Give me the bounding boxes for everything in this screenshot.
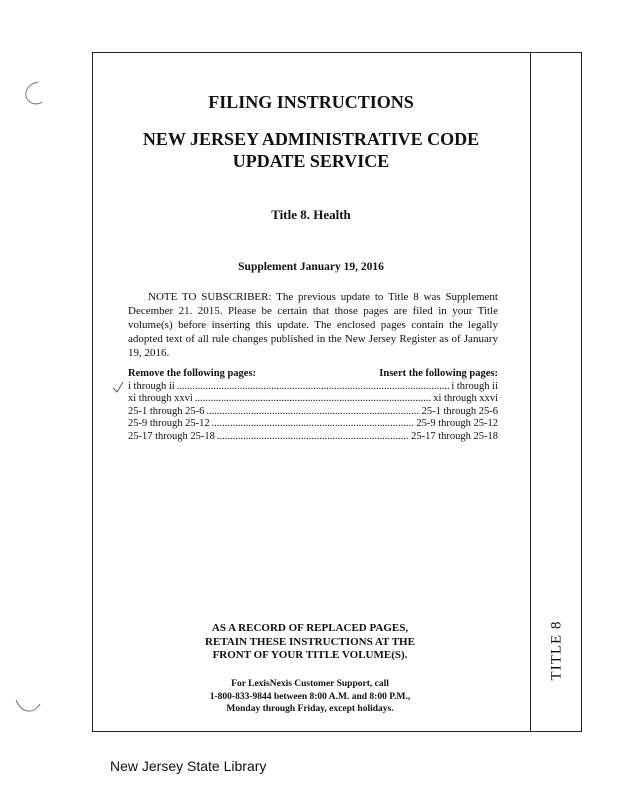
record-notice-line2: RETAIN THESE INSTRUCTIONS AT THE [205, 635, 415, 648]
leader-dots [217, 431, 409, 444]
leader-dots [212, 418, 415, 431]
record-notice-line1: AS A RECORD OF REPLACED PAGES, [211, 622, 409, 634]
leader-dots [206, 406, 419, 419]
support-line1: For LexisNexis Customer Support, call [231, 679, 389, 689]
table-row [128, 393, 498, 406]
note-to-subscriber: NOTE TO SUBSCRIBER: The previous update to Title 8 was Supplement December 21. 2015. Please be certain that those pages are filed in your Title volume(s) before inserting this update. The enclosed pages contain the legally adopted text of all rule changes published in the New Jersey Register as of January 19, 2016. [128, 291, 498, 359]
update-service-heading-line2: UPDATE SERVICE [232, 151, 390, 171]
leader-dots [177, 381, 450, 394]
filing-instructions-heading: FILING INSTRUCTIONS [208, 92, 414, 112]
supplement-date: Supplement January 19, 2016 [238, 261, 384, 273]
punch-hole-mark [16, 78, 46, 108]
punch-hole-mark [12, 690, 44, 722]
insert-pages: 25-17 through 25-18 [411, 430, 498, 442]
remove-pages: 25-17 through 25-18 [128, 430, 215, 442]
record-notice-line3: FRONT OF YOUR TITLE VOLUME(S). [212, 649, 408, 661]
table-row [128, 381, 498, 394]
insert-header: Insert the following pages: [379, 368, 498, 379]
support-line3: Monday through Friday, except holidays. [226, 704, 394, 714]
table-row [128, 431, 498, 444]
insert-pages: 25-1 through 25-6 [421, 405, 498, 417]
leader-dots [195, 393, 432, 406]
table-row [128, 406, 498, 419]
table-row [128, 418, 498, 431]
check-mark [112, 380, 124, 394]
record-notice [150, 622, 470, 663]
insert-pages: xi through xxvi [433, 393, 498, 404]
title-tab-label: TITLE 8 [548, 620, 565, 680]
customer-support-info [150, 678, 470, 716]
library-footer: New Jersey State Library [110, 758, 267, 774]
support-line2: 1-800-833-9844 between 8:00 A.M. and 8:00 P.M., [209, 691, 411, 702]
remove-pages: 25-1 through 25-6 [128, 405, 205, 417]
insert-pages: i through ii [451, 380, 498, 392]
remove-pages: xi through xxvi [128, 393, 193, 404]
page-replacement-table [128, 368, 498, 443]
table-header [128, 368, 498, 381]
update-service-heading [92, 128, 530, 172]
remove-pages: i through ii [128, 380, 175, 392]
remove-pages: 25-9 through 25-12 [128, 418, 210, 429]
update-service-heading-line1: NEW JERSEY ADMINISTRATIVE CODE [142, 129, 480, 149]
remove-header: Remove the following pages: [128, 368, 257, 379]
title-name: Title 8. Health [271, 207, 351, 222]
insert-pages: 25-9 through 25-12 [416, 418, 498, 429]
title-tab [537, 610, 577, 690]
